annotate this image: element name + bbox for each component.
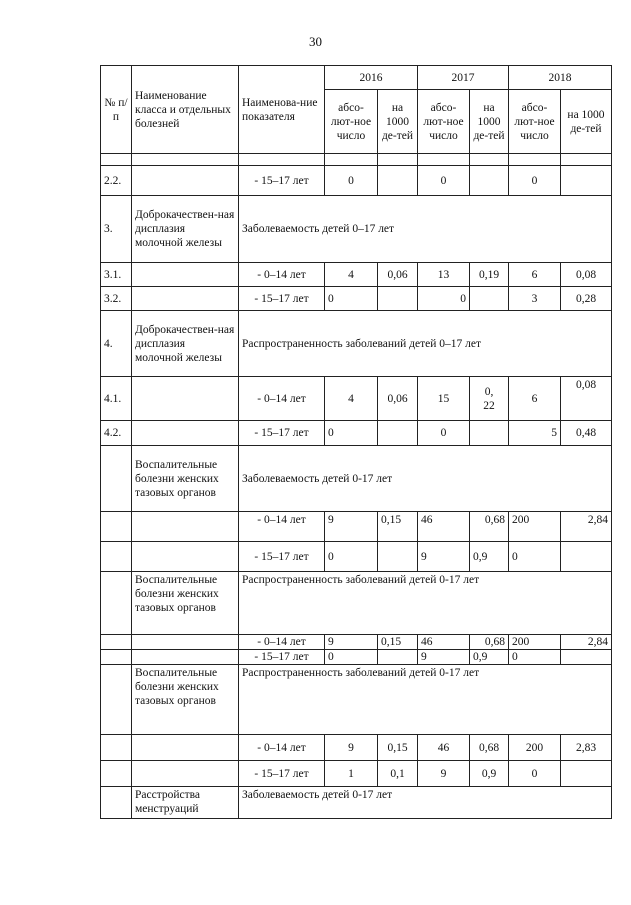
row-number: [101, 787, 132, 819]
disease-name: Расстройства менструаций: [132, 787, 239, 819]
section-indicator: Заболеваемость детей 0-17 лет: [239, 787, 612, 819]
cell-per1000-2017: 0,9: [470, 761, 509, 787]
row-indicator: - 0–14 лет: [239, 735, 325, 761]
cell-per1000-2016: 0,15: [378, 635, 418, 650]
cell-abs-2018: 6: [509, 263, 561, 287]
table-row: [101, 761, 612, 787]
cell-per1000-2018: 2,83: [561, 735, 612, 761]
cell-per1000-2017: 0,9: [470, 650, 509, 665]
cell-abs-2016: 4: [325, 377, 378, 421]
row-indicator: - 15–17 лет: [239, 287, 325, 311]
row-indicator: - 0–14 лет: [239, 512, 325, 542]
cell-per1000-2016: [378, 166, 418, 196]
cell-abs-2016: 0: [325, 650, 378, 665]
cell-abs-2017: 0: [418, 166, 470, 196]
cell-abs-2017: 15: [418, 377, 470, 421]
table-row: [101, 154, 612, 166]
cell-per1000-2018: [561, 166, 612, 196]
cell-abs-2017: 46: [418, 635, 470, 650]
cell-abs-2017: 9: [418, 650, 470, 665]
row-number: 3.: [101, 196, 132, 263]
header-per1000-2017: на 1000 де-тей: [470, 90, 509, 154]
cell-per1000-2016: [378, 650, 418, 665]
cell-per1000-2018: 2,84: [561, 635, 612, 650]
cell-abs-2018: 200: [509, 512, 561, 542]
header-year-2017: 2017: [418, 66, 509, 90]
disease-name: Доброкачествен-ная дисплазия молочной железы: [132, 196, 239, 263]
header-no: № п/п: [101, 66, 132, 154]
table-row: [101, 311, 612, 377]
header-disease: Наименование класса и отдельных болезней: [132, 66, 239, 154]
cell-per1000-2018: 2,84: [561, 512, 612, 542]
row-number: [101, 512, 132, 542]
table-row: [101, 421, 612, 446]
cell-abs-2016: 0: [325, 542, 378, 572]
cell-abs-2016: 0: [325, 421, 378, 446]
cell-abs-2018: 0: [509, 761, 561, 787]
row-indicator: - 15–17 лет: [239, 166, 325, 196]
section-indicator: Распространенность заболеваний детей 0-17 лет: [239, 665, 612, 735]
row-number: 2.2.: [101, 166, 132, 196]
row-number: [101, 572, 132, 635]
cell-per1000-2018: 0,08: [561, 263, 612, 287]
cell-per1000-2017: 0,68: [470, 635, 509, 650]
section-indicator: Заболеваемость детей 0–17 лет: [239, 196, 612, 263]
cell-abs-2017: 9: [418, 761, 470, 787]
table-row: [101, 635, 612, 650]
table-row: [101, 787, 612, 819]
row-number: [101, 542, 132, 572]
cell-abs-2017: 46: [418, 512, 470, 542]
cell-abs-2018: 0: [509, 166, 561, 196]
cell-per1000-2017: [470, 166, 509, 196]
row-number: [101, 650, 132, 665]
row-number: [101, 446, 132, 512]
table-row: [101, 263, 612, 287]
row-number: 4.2.: [101, 421, 132, 446]
cell-abs-2018: 0: [509, 650, 561, 665]
row-number: [101, 735, 132, 761]
section-indicator: Распространенность заболеваний детей 0-17 лет: [239, 572, 612, 635]
disease-name: Доброкачествен-ная дисплазия молочной железы: [132, 311, 239, 377]
cell-per1000-2017: 0, 22: [470, 377, 509, 421]
header-abs-2017: абсо-лют-ное число: [418, 90, 470, 154]
row-number: [101, 761, 132, 787]
cell-per1000-2017: 0,68: [470, 512, 509, 542]
row-indicator: - 15–17 лет: [239, 542, 325, 572]
disease-name: Воспалительные болезни женских тазовых органов: [132, 446, 239, 512]
cell-abs-2016: 9: [325, 512, 378, 542]
morbidity-table: [100, 65, 612, 819]
cell-per1000-2016: [378, 421, 418, 446]
cell-per1000-2017: [470, 421, 509, 446]
table-row: [101, 196, 612, 263]
cell-per1000-2018: 0,48: [561, 421, 612, 446]
cell-abs-2018: 6: [509, 377, 561, 421]
table-row: [101, 446, 612, 512]
cell-abs-2017: 0: [418, 287, 470, 311]
table-row: [101, 512, 612, 542]
cell-abs-2016: 1: [325, 761, 378, 787]
cell-per1000-2016: 0,15: [378, 512, 418, 542]
row-indicator: - 15–17 лет: [239, 761, 325, 787]
table-row: [101, 735, 612, 761]
row-indicator: - 0–14 лет: [239, 263, 325, 287]
cell-per1000-2018: 0,08: [561, 377, 612, 421]
cell-abs-2018: 3: [509, 287, 561, 311]
cell-per1000-2016: [378, 542, 418, 572]
table-row: [101, 166, 612, 196]
row-number: 4.: [101, 311, 132, 377]
cell-abs-2016: 4: [325, 263, 378, 287]
header-per1000-2016: на 1000 де-тей: [378, 90, 418, 154]
cell-per1000-2016: 0,15: [378, 735, 418, 761]
table-row: [101, 572, 612, 635]
disease-name: Воспалительные болезни женских тазовых органов: [132, 665, 239, 735]
cell-per1000-2016: 0,06: [378, 377, 418, 421]
cell-abs-2016: 0: [325, 166, 378, 196]
row-number: 3.2.: [101, 287, 132, 311]
row-indicator: - 15–17 лет: [239, 421, 325, 446]
cell-per1000-2017: 0,9: [470, 542, 509, 572]
cell-per1000-2016: 0,06: [378, 263, 418, 287]
cell-abs-2016: 9: [325, 635, 378, 650]
header-indicator: Наименова-ние показателя: [239, 66, 325, 154]
header-per1000-2018: на 1000 де-тей: [561, 90, 612, 154]
cell-per1000-2018: [561, 761, 612, 787]
row-number: [101, 635, 132, 650]
cell-abs-2018: 200: [509, 635, 561, 650]
cell-abs-2017: 9: [418, 542, 470, 572]
table-row: [101, 377, 612, 421]
header-year-2018: 2018: [509, 66, 612, 90]
cell-per1000-2018: 0,28: [561, 287, 612, 311]
row-number: [101, 665, 132, 735]
cell-per1000-2018: [561, 650, 612, 665]
disease-name: Воспалительные болезни женских тазовых органов: [132, 572, 239, 635]
section-indicator: Заболеваемость детей 0-17 лет: [239, 446, 612, 512]
cell-abs-2017: 0: [418, 421, 470, 446]
row-indicator: - 0–14 лет: [239, 635, 325, 650]
cell-abs-2016: 0: [325, 287, 378, 311]
cell-abs-2018: 200: [509, 735, 561, 761]
cell-per1000-2017: 0,19: [470, 263, 509, 287]
header-abs-2018: абсо-лют-ное число: [509, 90, 561, 154]
cell-abs-2018: 0: [509, 542, 561, 572]
table-row: [101, 665, 612, 735]
header-abs-2016: абсо-лют-ное число: [325, 90, 378, 154]
cell-abs-2016: 9: [325, 735, 378, 761]
row-number: 4.1.: [101, 377, 132, 421]
page-number: 30: [309, 34, 322, 49]
cell-abs-2017: 13: [418, 263, 470, 287]
cell-per1000-2018: [561, 542, 612, 572]
table-row: [101, 287, 612, 311]
header-year-2016: 2016: [325, 66, 418, 90]
cell-abs-2018: 5: [509, 421, 561, 446]
cell-abs-2017: 46: [418, 735, 470, 761]
row-indicator: - 15–17 лет: [239, 650, 325, 665]
row-indicator: - 0–14 лет: [239, 377, 325, 421]
row-number: 3.1.: [101, 263, 132, 287]
section-indicator: Распространенность заболеваний детей 0–17 лет: [239, 311, 612, 377]
cell-per1000-2017: 0,68: [470, 735, 509, 761]
cell-per1000-2016: [378, 287, 418, 311]
table-row: [101, 542, 612, 572]
cell-per1000-2016: 0,1: [378, 761, 418, 787]
cell-per1000-2017: [470, 287, 509, 311]
table-row: [101, 650, 612, 665]
